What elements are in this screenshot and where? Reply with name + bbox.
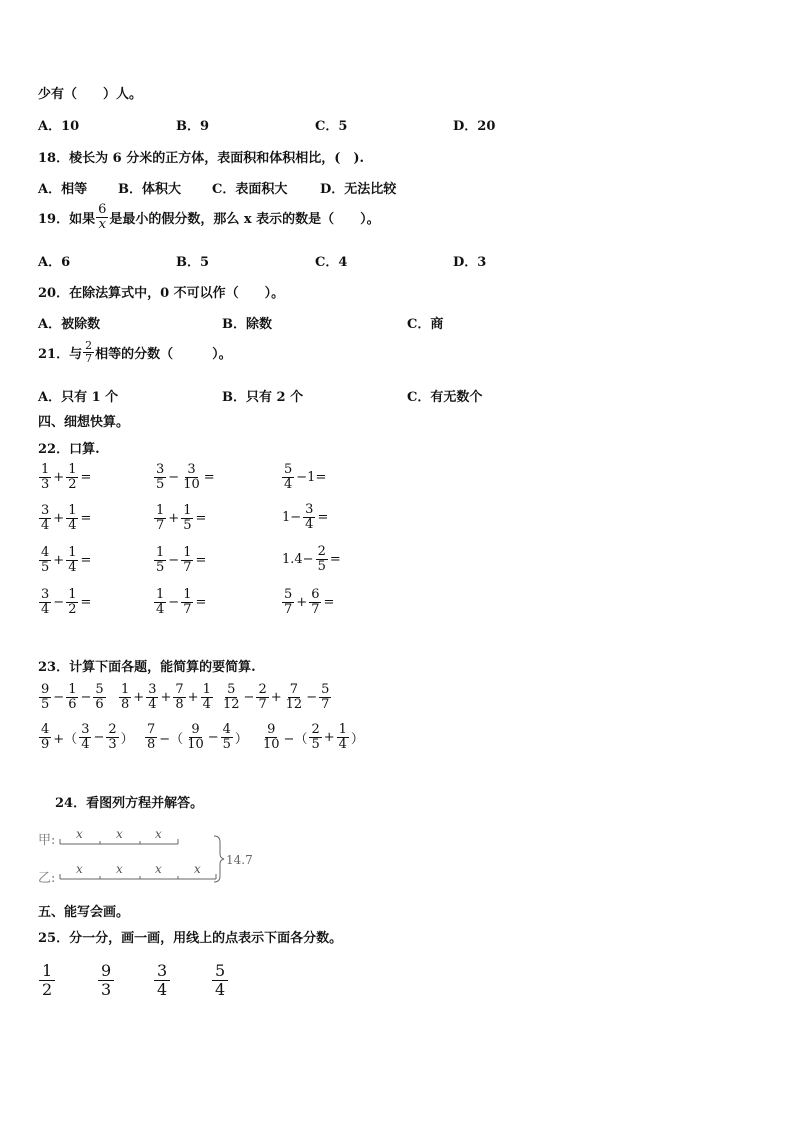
- q19-suffix: 是最小的假分数，那么 x 表示的数是（ ）。: [109, 211, 380, 227]
- fraction-denominator: 3: [101, 980, 112, 1000]
- q25-fraction-item: [211, 962, 229, 1000]
- fraction-numerator: 4: [222, 722, 231, 737]
- fraction-denominator: 5: [183, 517, 192, 533]
- fraction: [181, 546, 193, 574]
- fraction: [337, 723, 349, 751]
- math-expression: [153, 504, 207, 532]
- fraction: [39, 504, 51, 532]
- math-operator: −: [207, 729, 219, 745]
- math-expression: [220, 683, 332, 711]
- q19-prefix: 19．如果: [38, 211, 96, 227]
- fraction-numerator: 5: [321, 682, 330, 697]
- math-operator: =: [329, 551, 341, 567]
- math-operator: +: [168, 510, 180, 526]
- q19-text: [38, 203, 380, 231]
- q22-item: [38, 462, 92, 491]
- fraction: [282, 588, 294, 616]
- q22-item: [38, 503, 92, 532]
- q23-item: [144, 722, 249, 751]
- fraction: [98, 962, 114, 1000]
- fraction: [309, 723, 321, 751]
- q22-item: [153, 503, 207, 532]
- q19-option-a: A．6: [38, 255, 71, 270]
- fraction-denominator: 4: [202, 696, 211, 712]
- fraction: [66, 504, 78, 532]
- q24-label-jia: 甲:: [38, 833, 56, 848]
- fraction: [39, 962, 55, 1000]
- q21-text: [38, 340, 232, 364]
- fraction-denominator: 2: [42, 980, 53, 1000]
- fraction: [39, 723, 51, 751]
- fraction-denominator: 9: [41, 736, 50, 752]
- fraction: [201, 683, 213, 711]
- fraction: [154, 504, 166, 532]
- fraction: [154, 546, 166, 574]
- q17-tail: 少有（ ）人。: [38, 87, 143, 102]
- q20-option-c: C．商: [407, 317, 444, 332]
- fraction-denominator: 4: [41, 601, 50, 617]
- fraction-numerator: 3: [41, 503, 50, 518]
- math-expression: [118, 683, 214, 711]
- q22-item: [281, 503, 329, 531]
- fraction: [66, 683, 78, 711]
- math-operator: ）: [350, 731, 364, 747]
- q24-yi-x1: x: [76, 862, 83, 876]
- fraction-denominator: 5: [156, 559, 165, 575]
- fraction-denominator: 7: [183, 559, 192, 575]
- math-operator: +: [296, 594, 308, 610]
- math-expression: [281, 588, 335, 616]
- fraction: [146, 683, 158, 711]
- fraction-denominator: 4: [68, 559, 77, 575]
- fraction: [282, 463, 294, 491]
- q18-option-a: A．相等: [38, 182, 88, 197]
- fraction-numerator: 1: [183, 503, 192, 518]
- q22-item: [153, 462, 216, 491]
- fraction-numerator: 1: [156, 545, 165, 560]
- fraction-denominator: 8: [121, 696, 130, 712]
- q19-fraction-numerator: 6: [98, 202, 107, 217]
- fraction-numerator: 1: [68, 503, 77, 518]
- fraction: [79, 723, 91, 751]
- q22-item: [281, 462, 327, 491]
- fraction-numerator: 9: [41, 682, 50, 697]
- fraction-denominator: 3: [41, 476, 50, 492]
- math-operator: =: [195, 594, 207, 610]
- q21-fraction-numerator: 2: [85, 339, 93, 352]
- fraction: [154, 463, 166, 491]
- q24-bar-lines: [38, 826, 258, 886]
- fraction-denominator: 5: [156, 476, 165, 492]
- math-expression: [38, 588, 92, 616]
- fraction-denominator: 4: [81, 736, 90, 752]
- section-4-heading: 四、细想快算。: [38, 415, 130, 430]
- fraction: [93, 683, 105, 711]
- q18-option-c: C．表面积大: [212, 182, 288, 197]
- q24-jia-x2: x: [116, 827, 123, 841]
- fraction-denominator: 5: [317, 558, 326, 574]
- fraction: [185, 723, 206, 751]
- fraction: [66, 546, 78, 574]
- fraction-numerator: 1: [41, 462, 50, 477]
- fraction-denominator: 4: [284, 476, 293, 492]
- q23-item: [38, 722, 135, 751]
- q23-item: [118, 682, 214, 711]
- math-operator: +: [133, 689, 145, 705]
- q24-label-yi: 乙:: [38, 871, 56, 886]
- fraction-denominator: 4: [148, 696, 157, 712]
- fraction-denominator: 2: [68, 601, 77, 617]
- fraction-numerator: 2: [317, 544, 326, 559]
- math-operator: +: [187, 689, 199, 705]
- math-expression: [38, 723, 135, 751]
- fraction: [181, 504, 193, 532]
- fraction-numerator: 1: [68, 682, 77, 697]
- q24-jia-x3: x: [155, 827, 162, 841]
- math-expression: [38, 683, 107, 711]
- math-expression: [144, 723, 249, 751]
- fraction: [66, 463, 78, 491]
- fraction-numerator: 4: [41, 545, 50, 560]
- fraction: [309, 588, 321, 616]
- math-operator: −: [80, 689, 92, 705]
- fraction-numerator: 1: [156, 587, 165, 602]
- q20-text: 20．在除法算式中，0 不可以作（ ）。: [38, 286, 285, 301]
- fraction: [316, 545, 328, 573]
- math-operator: +: [53, 552, 65, 568]
- fraction-numerator: 5: [284, 587, 293, 602]
- q19-fraction: [96, 203, 108, 231]
- fraction-denominator: 7: [258, 696, 267, 712]
- fraction-numerator: 3: [81, 722, 90, 737]
- math-operator: −: [53, 594, 65, 610]
- math-operator: −: [243, 689, 255, 705]
- q25-fraction-item: [97, 962, 115, 1000]
- fraction-denominator: 4: [68, 517, 77, 533]
- math-operator: −（: [159, 731, 184, 747]
- fraction-numerator: 3: [305, 502, 314, 517]
- fraction-denominator: 12: [223, 696, 240, 712]
- fraction-numerator: 1: [183, 545, 192, 560]
- q18-option-b: B．体积大: [118, 182, 181, 197]
- fraction-denominator: 8: [147, 736, 156, 752]
- fraction-denominator: 7: [284, 601, 293, 617]
- q22-item: [281, 545, 342, 573]
- math-operator: −: [168, 594, 180, 610]
- fraction: [106, 723, 118, 751]
- math-operator: −: [53, 689, 65, 705]
- math-operator: =: [195, 510, 207, 526]
- fraction: [66, 588, 78, 616]
- q21-suffix: 相等的分数（ ）。: [95, 346, 232, 362]
- fraction: [154, 962, 170, 1000]
- fraction: [39, 683, 51, 711]
- math-operator: −: [306, 689, 318, 705]
- fraction-numerator: 9: [267, 722, 276, 737]
- q22-item: [153, 587, 207, 616]
- fraction-denominator: 3: [108, 736, 117, 752]
- q24-segment-diagram: [38, 826, 258, 886]
- math-operator: +: [53, 510, 65, 526]
- math-expression: [281, 545, 342, 573]
- fraction: [181, 463, 202, 491]
- q17-option-a: A．10: [38, 119, 80, 134]
- fraction-denominator: 4: [156, 601, 165, 617]
- math-operator: =: [203, 469, 215, 485]
- fraction-denominator: 10: [187, 736, 204, 752]
- q23-item: [38, 682, 107, 711]
- fraction-numerator: 2: [311, 722, 320, 737]
- fraction-numerator: 5: [284, 462, 293, 477]
- q19-fraction-denominator: x: [98, 216, 106, 232]
- fraction-denominator: 4: [157, 980, 168, 1000]
- math-expression: [38, 463, 92, 491]
- fraction: [181, 588, 193, 616]
- fraction-denominator: 7: [156, 517, 165, 533]
- q21-option-c: C．有无数个: [407, 390, 483, 405]
- fraction: [145, 723, 157, 751]
- fraction-denominator: 4: [41, 517, 50, 533]
- q21-fraction: [83, 340, 94, 364]
- fraction-denominator: 4: [215, 980, 226, 1000]
- fraction-numerator: 1: [68, 545, 77, 560]
- q21-fraction-denominator: 7: [85, 351, 93, 365]
- math-operator: +（: [53, 731, 78, 747]
- fraction-denominator: 10: [263, 736, 280, 752]
- math-expression: [260, 723, 365, 751]
- fraction-numerator: 4: [41, 722, 50, 737]
- math-operator: −: [93, 729, 105, 745]
- fraction-denominator: 5: [311, 736, 320, 752]
- q21-option-b: B．只有 2 个: [222, 390, 304, 405]
- fraction-numerator: 3: [187, 462, 196, 477]
- fraction-numerator: 7: [289, 682, 299, 697]
- math-operator: −: [168, 469, 180, 485]
- fraction: [212, 962, 228, 1000]
- fraction-numerator: 1: [68, 462, 77, 477]
- fraction: [256, 683, 268, 711]
- q17-option-b: B．9: [176, 119, 210, 134]
- fraction-denominator: 12: [285, 696, 303, 712]
- q22-item: [38, 545, 92, 574]
- fraction-denominator: 10: [183, 476, 200, 492]
- fraction-denominator: 6: [95, 696, 104, 712]
- fraction-numerator: 1: [156, 503, 165, 518]
- math-operator: −（: [283, 731, 308, 747]
- fraction-denominator: 5: [222, 736, 231, 752]
- math-operator: +: [53, 469, 65, 485]
- math-operator: =: [195, 552, 207, 568]
- q17-option-c: C．5: [315, 119, 348, 134]
- fraction-numerator: 1: [68, 587, 77, 602]
- fraction-denominator: 7: [321, 696, 330, 712]
- fraction-numerator: 1: [202, 682, 211, 697]
- fraction: [284, 683, 305, 711]
- q25-title: 25．分一分，画一画，用线上的点表示下面各分数。: [38, 931, 343, 946]
- fraction-numerator: 1: [39, 962, 55, 981]
- fraction-numerator: 1: [121, 682, 130, 697]
- fraction-numerator: 9: [191, 722, 200, 737]
- math-operator: −1=: [296, 469, 327, 485]
- math-operator: =: [80, 552, 92, 568]
- fraction-denominator: 7: [183, 601, 192, 617]
- q21-option-a: A．只有 1 个: [38, 390, 119, 405]
- fraction-numerator: 2: [258, 682, 267, 697]
- fraction-numerator: 1: [183, 587, 192, 602]
- math-expression: [281, 503, 329, 531]
- q23-item: [220, 682, 332, 711]
- fraction: [119, 683, 131, 711]
- q23-item: [260, 722, 365, 751]
- q22-item: [281, 587, 335, 616]
- math-expression: [38, 504, 92, 532]
- q17-option-d: D．20: [453, 119, 496, 134]
- fraction-denominator: 8: [175, 696, 184, 712]
- q22-title: 22．口算.: [38, 442, 100, 457]
- q24-jia-x1: x: [76, 827, 83, 841]
- fraction-numerator: 1: [338, 722, 347, 737]
- fraction-numerator: 9: [98, 962, 114, 981]
- fraction-denominator: 2: [68, 476, 77, 492]
- math-operator: =: [80, 469, 92, 485]
- math-operator: ）: [234, 731, 248, 747]
- math-expression: [153, 463, 216, 491]
- math-expression: [153, 588, 207, 616]
- fraction-numerator: 3: [41, 587, 50, 602]
- fraction-numerator: 6: [311, 587, 320, 602]
- fraction: [221, 683, 242, 711]
- q24-title: 24．看图列方程并解答。: [55, 796, 204, 811]
- fraction: [221, 723, 233, 751]
- fraction-denominator: 5: [41, 559, 50, 575]
- section-5-heading: 五、能写会画。: [38, 905, 130, 920]
- fraction-numerator: 5: [212, 962, 228, 981]
- fraction: [303, 503, 315, 531]
- fraction-numerator: 2: [108, 722, 117, 737]
- q18-text: 18．棱长为 6 分米的正方体，表面积和体积相比，( ).: [38, 151, 365, 166]
- fraction: [39, 546, 51, 574]
- math-operator: =: [80, 510, 92, 526]
- q20-option-a: A．被除数: [38, 317, 101, 332]
- q24-total-label: 14.7: [226, 853, 253, 867]
- fraction-numerator: 3: [156, 462, 165, 477]
- q25-fraction-item: [153, 962, 171, 1000]
- math-operator: 1−: [282, 509, 302, 525]
- q20-option-b: B．除数: [222, 317, 272, 332]
- q24-yi-x4: x: [194, 862, 201, 876]
- fraction-numerator: 7: [147, 722, 156, 737]
- math-expression: [153, 546, 207, 574]
- math-operator: +: [270, 689, 282, 705]
- q19-option-b: B．5: [176, 255, 210, 270]
- q22-item: [153, 545, 207, 574]
- math-operator: −: [168, 552, 180, 568]
- fraction-numerator: 5: [95, 682, 104, 697]
- q19-option-d: D．3: [453, 255, 487, 270]
- fraction-numerator: 7: [175, 682, 184, 697]
- fraction-numerator: 5: [227, 682, 236, 697]
- q18-option-d: D．无法比较: [320, 182, 397, 197]
- fraction-denominator: 7: [311, 601, 320, 617]
- math-expression: [38, 546, 92, 574]
- q21-prefix: 21．与: [38, 346, 83, 362]
- math-operator: =: [317, 509, 329, 525]
- fraction: [173, 683, 185, 711]
- fraction-denominator: 4: [305, 516, 314, 532]
- q24-yi-x2: x: [116, 862, 123, 876]
- q24-yi-x3: x: [155, 862, 162, 876]
- q19-option-c: C．4: [315, 255, 348, 270]
- fraction: [39, 588, 51, 616]
- math-operator: =: [323, 594, 335, 610]
- fraction-numerator: 3: [148, 682, 157, 697]
- q22-item: [38, 587, 92, 616]
- fraction: [319, 683, 331, 711]
- fraction-denominator: 5: [41, 696, 50, 712]
- math-operator: =: [80, 594, 92, 610]
- math-expression: [281, 463, 327, 491]
- q23-title: 23．计算下面各题，能简算的要简算.: [38, 660, 256, 675]
- fraction: [154, 588, 166, 616]
- math-operator: 1.4−: [282, 551, 314, 567]
- fraction: [261, 723, 282, 751]
- fraction: [39, 463, 51, 491]
- math-operator: +: [323, 729, 335, 745]
- fraction-denominator: 4: [338, 736, 347, 752]
- q25-fraction-item: [38, 962, 56, 1000]
- fraction-numerator: 3: [154, 962, 170, 981]
- math-operator: ）: [120, 731, 134, 747]
- fraction-denominator: 6: [68, 696, 77, 712]
- math-operator: +: [160, 689, 172, 705]
